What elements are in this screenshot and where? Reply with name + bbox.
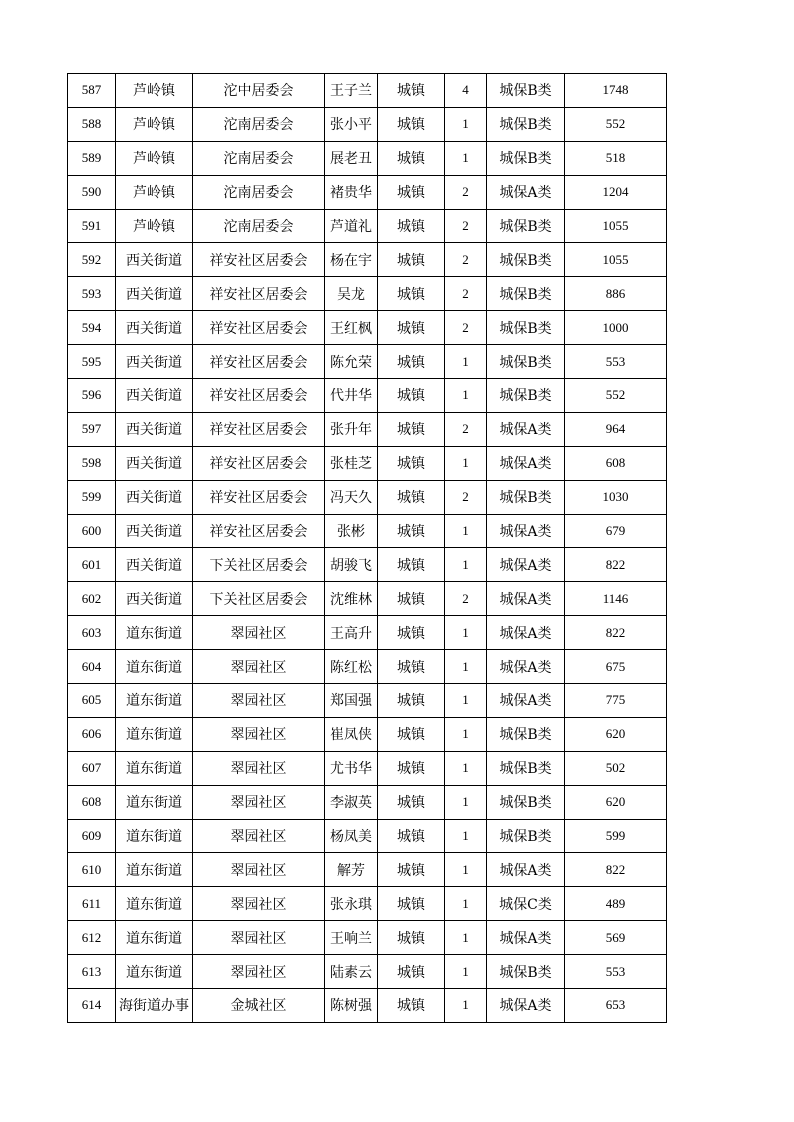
name-cell: 芦道礼 (325, 209, 378, 243)
community-cell: 下关社区居委会 (193, 582, 325, 616)
amount-cell: 964 (565, 412, 667, 446)
amount-cell: 675 (565, 650, 667, 684)
township-cell: 西关街道 (116, 582, 193, 616)
household-type-cell: 城镇 (378, 345, 445, 379)
table-row (68, 345, 667, 379)
household-type-cell: 城镇 (378, 921, 445, 955)
household-size-cell: 2 (445, 243, 487, 277)
household-size-cell: 1 (445, 650, 487, 684)
household-type-cell: 城镇 (378, 717, 445, 751)
amount-cell: 620 (565, 717, 667, 751)
name-cell: 吴龙 (325, 277, 378, 311)
table-row (68, 243, 667, 277)
township-cell: 芦岭镇 (116, 209, 193, 243)
name-cell: 张桂芝 (325, 446, 378, 480)
household-type-cell: 城镇 (378, 141, 445, 175)
community-cell: 翠园社区 (193, 684, 325, 718)
table-row (68, 480, 667, 514)
table-row (68, 684, 667, 718)
household-size-cell: 1 (445, 955, 487, 989)
table-row (68, 514, 667, 548)
household-size-cell: 1 (445, 446, 487, 480)
household-size-cell: 2 (445, 175, 487, 209)
table-row (68, 887, 667, 921)
table-row (68, 548, 667, 582)
amount-cell: 620 (565, 785, 667, 819)
community-cell: 祥安社区居委会 (193, 277, 325, 311)
household-type-cell: 城镇 (378, 412, 445, 446)
household-size-cell: 2 (445, 209, 487, 243)
community-cell: 祥安社区居委会 (193, 379, 325, 413)
category-cell: 城保B类 (487, 785, 565, 819)
household-size-cell: 1 (445, 379, 487, 413)
row-number-cell: 611 (68, 887, 116, 921)
household-type-cell: 城镇 (378, 74, 445, 108)
name-cell: 王响兰 (325, 921, 378, 955)
amount-cell: 1030 (565, 480, 667, 514)
community-cell: 沱南居委会 (193, 141, 325, 175)
household-size-cell: 2 (445, 582, 487, 616)
township-cell: 海街道办事 (116, 989, 193, 1023)
community-cell: 沱南居委会 (193, 175, 325, 209)
community-cell: 翠园社区 (193, 955, 325, 989)
household-type-cell: 城镇 (378, 107, 445, 141)
table-row (68, 107, 667, 141)
amount-cell: 822 (565, 548, 667, 582)
row-number-cell: 604 (68, 650, 116, 684)
community-cell: 翠园社区 (193, 887, 325, 921)
name-cell: 陈红松 (325, 650, 378, 684)
name-cell: 代井华 (325, 379, 378, 413)
township-cell: 芦岭镇 (116, 141, 193, 175)
category-cell: 城保B类 (487, 345, 565, 379)
table-row (68, 616, 667, 650)
township-cell: 西关街道 (116, 243, 193, 277)
name-cell: 郑国强 (325, 684, 378, 718)
amount-cell: 822 (565, 616, 667, 650)
amount-cell: 653 (565, 989, 667, 1023)
community-cell: 翠园社区 (193, 819, 325, 853)
household-size-cell: 2 (445, 480, 487, 514)
household-type-cell: 城镇 (378, 887, 445, 921)
row-number-cell: 605 (68, 684, 116, 718)
amount-cell: 489 (565, 887, 667, 921)
household-size-cell: 1 (445, 887, 487, 921)
household-size-cell: 1 (445, 548, 487, 582)
household-type-cell: 城镇 (378, 480, 445, 514)
household-type-cell: 城镇 (378, 243, 445, 277)
household-type-cell: 城镇 (378, 616, 445, 650)
township-cell: 西关街道 (116, 345, 193, 379)
category-cell: 城保A类 (487, 514, 565, 548)
household-type-cell: 城镇 (378, 955, 445, 989)
amount-cell: 518 (565, 141, 667, 175)
community-cell: 祥安社区居委会 (193, 345, 325, 379)
amount-cell: 679 (565, 514, 667, 548)
category-cell: 城保A类 (487, 684, 565, 718)
category-cell: 城保B类 (487, 277, 565, 311)
category-cell: 城保B类 (487, 311, 565, 345)
row-number-cell: 594 (68, 311, 116, 345)
household-size-cell: 1 (445, 684, 487, 718)
row-number-cell: 588 (68, 107, 116, 141)
household-type-cell: 城镇 (378, 582, 445, 616)
row-number-cell: 613 (68, 955, 116, 989)
household-size-cell: 4 (445, 74, 487, 108)
amount-cell: 552 (565, 379, 667, 413)
row-number-cell: 610 (68, 853, 116, 887)
amount-cell: 552 (565, 107, 667, 141)
community-cell: 下关社区居委会 (193, 548, 325, 582)
community-cell: 翠园社区 (193, 616, 325, 650)
table-row (68, 379, 667, 413)
township-cell: 道东街道 (116, 819, 193, 853)
township-cell: 道东街道 (116, 955, 193, 989)
community-cell: 翠园社区 (193, 785, 325, 819)
community-cell: 祥安社区居委会 (193, 446, 325, 480)
amount-cell: 822 (565, 853, 667, 887)
amount-cell: 599 (565, 819, 667, 853)
amount-cell: 569 (565, 921, 667, 955)
amount-cell: 1748 (565, 74, 667, 108)
community-cell: 沱南居委会 (193, 209, 325, 243)
community-cell: 祥安社区居委会 (193, 243, 325, 277)
name-cell: 杨在宇 (325, 243, 378, 277)
category-cell: 城保B类 (487, 74, 565, 108)
township-cell: 西关街道 (116, 412, 193, 446)
table-row (68, 785, 667, 819)
row-number-cell: 614 (68, 989, 116, 1023)
name-cell: 展老丑 (325, 141, 378, 175)
household-size-cell: 1 (445, 141, 487, 175)
category-cell: 城保B类 (487, 107, 565, 141)
household-size-cell: 1 (445, 785, 487, 819)
row-number-cell: 603 (68, 616, 116, 650)
name-cell: 王红枫 (325, 311, 378, 345)
relief-roster-table (67, 73, 667, 1023)
table-row (68, 989, 667, 1023)
name-cell: 沈维林 (325, 582, 378, 616)
row-number-cell: 593 (68, 277, 116, 311)
community-cell: 翠园社区 (193, 853, 325, 887)
table-row (68, 141, 667, 175)
household-type-cell: 城镇 (378, 684, 445, 718)
household-size-cell: 1 (445, 107, 487, 141)
name-cell: 张升年 (325, 412, 378, 446)
community-cell: 翠园社区 (193, 921, 325, 955)
table-row (68, 209, 667, 243)
row-number-cell: 608 (68, 785, 116, 819)
row-number-cell: 590 (68, 175, 116, 209)
household-type-cell: 城镇 (378, 446, 445, 480)
township-cell: 道东街道 (116, 921, 193, 955)
row-number-cell: 589 (68, 141, 116, 175)
community-cell: 祥安社区居委会 (193, 480, 325, 514)
name-cell: 王子兰 (325, 74, 378, 108)
township-cell: 芦岭镇 (116, 107, 193, 141)
household-type-cell: 城镇 (378, 650, 445, 684)
community-cell: 祥安社区居委会 (193, 311, 325, 345)
household-size-cell: 1 (445, 514, 487, 548)
township-cell: 道东街道 (116, 785, 193, 819)
household-size-cell: 1 (445, 345, 487, 379)
household-type-cell: 城镇 (378, 819, 445, 853)
table-row (68, 311, 667, 345)
row-number-cell: 596 (68, 379, 116, 413)
household-size-cell: 2 (445, 412, 487, 446)
table-row (68, 955, 667, 989)
name-cell: 李淑英 (325, 785, 378, 819)
table-row (68, 74, 667, 108)
table-row (68, 412, 667, 446)
category-cell: 城保B类 (487, 209, 565, 243)
household-type-cell: 城镇 (378, 175, 445, 209)
community-cell: 翠园社区 (193, 717, 325, 751)
name-cell: 张彬 (325, 514, 378, 548)
category-cell: 城保A类 (487, 650, 565, 684)
township-cell: 道东街道 (116, 751, 193, 785)
name-cell: 张永琪 (325, 887, 378, 921)
row-number-cell: 599 (68, 480, 116, 514)
row-number-cell: 591 (68, 209, 116, 243)
category-cell: 城保B类 (487, 819, 565, 853)
row-number-cell: 587 (68, 74, 116, 108)
table-row (68, 446, 667, 480)
table-row (68, 921, 667, 955)
household-size-cell: 1 (445, 989, 487, 1023)
household-size-cell: 1 (445, 616, 487, 650)
category-cell: 城保A类 (487, 582, 565, 616)
amount-cell: 553 (565, 955, 667, 989)
category-cell: 城保A类 (487, 921, 565, 955)
name-cell: 胡骏飞 (325, 548, 378, 582)
household-size-cell: 1 (445, 853, 487, 887)
township-cell: 西关街道 (116, 446, 193, 480)
township-cell: 西关街道 (116, 277, 193, 311)
township-cell: 芦岭镇 (116, 74, 193, 108)
category-cell: 城保B类 (487, 480, 565, 514)
category-cell: 城保A类 (487, 989, 565, 1023)
amount-cell: 1000 (565, 311, 667, 345)
household-size-cell: 1 (445, 717, 487, 751)
row-number-cell: 600 (68, 514, 116, 548)
table-row (68, 277, 667, 311)
table-row (68, 175, 667, 209)
household-size-cell: 2 (445, 311, 487, 345)
amount-cell: 1146 (565, 582, 667, 616)
name-cell: 杨凤美 (325, 819, 378, 853)
household-size-cell: 1 (445, 921, 487, 955)
category-cell: 城保B类 (487, 243, 565, 277)
township-cell: 西关街道 (116, 311, 193, 345)
household-type-cell: 城镇 (378, 277, 445, 311)
category-cell: 城保A类 (487, 412, 565, 446)
community-cell: 沱南居委会 (193, 107, 325, 141)
household-type-cell: 城镇 (378, 311, 445, 345)
name-cell: 尤书华 (325, 751, 378, 785)
household-type-cell: 城镇 (378, 514, 445, 548)
table-row (68, 751, 667, 785)
category-cell: 城保B类 (487, 751, 565, 785)
township-cell: 西关街道 (116, 548, 193, 582)
name-cell: 陈允荣 (325, 345, 378, 379)
amount-cell: 608 (565, 446, 667, 480)
name-cell: 解芳 (325, 853, 378, 887)
household-type-cell: 城镇 (378, 548, 445, 582)
name-cell: 王高升 (325, 616, 378, 650)
township-cell: 道东街道 (116, 616, 193, 650)
community-cell: 祥安社区居委会 (193, 412, 325, 446)
township-cell: 西关街道 (116, 480, 193, 514)
row-number-cell: 602 (68, 582, 116, 616)
household-type-cell: 城镇 (378, 853, 445, 887)
row-number-cell: 606 (68, 717, 116, 751)
row-number-cell: 592 (68, 243, 116, 277)
amount-cell: 1204 (565, 175, 667, 209)
community-cell: 祥安社区居委会 (193, 514, 325, 548)
name-cell: 褚贵华 (325, 175, 378, 209)
name-cell: 冯天久 (325, 480, 378, 514)
community-cell: 翠园社区 (193, 650, 325, 684)
table-row (68, 853, 667, 887)
name-cell: 崔凤侠 (325, 717, 378, 751)
township-cell: 西关街道 (116, 514, 193, 548)
category-cell: 城保C类 (487, 887, 565, 921)
row-number-cell: 598 (68, 446, 116, 480)
row-number-cell: 597 (68, 412, 116, 446)
household-type-cell: 城镇 (378, 989, 445, 1023)
township-cell: 道东街道 (116, 717, 193, 751)
category-cell: 城保B类 (487, 955, 565, 989)
household-type-cell: 城镇 (378, 379, 445, 413)
household-type-cell: 城镇 (378, 785, 445, 819)
household-size-cell: 2 (445, 277, 487, 311)
table-row (68, 717, 667, 751)
table-row (68, 582, 667, 616)
category-cell: 城保A类 (487, 446, 565, 480)
row-number-cell: 609 (68, 819, 116, 853)
township-cell: 道东街道 (116, 650, 193, 684)
category-cell: 城保A类 (487, 175, 565, 209)
community-cell: 翠园社区 (193, 751, 325, 785)
category-cell: 城保B类 (487, 379, 565, 413)
township-cell: 西关街道 (116, 379, 193, 413)
amount-cell: 1055 (565, 243, 667, 277)
household-type-cell: 城镇 (378, 209, 445, 243)
township-cell: 芦岭镇 (116, 175, 193, 209)
row-number-cell: 601 (68, 548, 116, 582)
household-type-cell: 城镇 (378, 751, 445, 785)
category-cell: 城保B类 (487, 141, 565, 175)
township-cell: 道东街道 (116, 684, 193, 718)
amount-cell: 886 (565, 277, 667, 311)
row-number-cell: 607 (68, 751, 116, 785)
household-size-cell: 1 (445, 751, 487, 785)
amount-cell: 553 (565, 345, 667, 379)
community-cell: 沱中居委会 (193, 74, 325, 108)
category-cell: 城保A类 (487, 548, 565, 582)
category-cell: 城保B类 (487, 717, 565, 751)
township-cell: 道东街道 (116, 887, 193, 921)
household-size-cell: 1 (445, 819, 487, 853)
community-cell: 金城社区 (193, 989, 325, 1023)
category-cell: 城保A类 (487, 853, 565, 887)
amount-cell: 1055 (565, 209, 667, 243)
name-cell: 陆素云 (325, 955, 378, 989)
township-cell: 道东街道 (116, 853, 193, 887)
table-row (68, 819, 667, 853)
name-cell: 张小平 (325, 107, 378, 141)
category-cell: 城保A类 (487, 616, 565, 650)
row-number-cell: 595 (68, 345, 116, 379)
amount-cell: 502 (565, 751, 667, 785)
amount-cell: 775 (565, 684, 667, 718)
row-number-cell: 612 (68, 921, 116, 955)
table-row (68, 650, 667, 684)
name-cell: 陈树强 (325, 989, 378, 1023)
